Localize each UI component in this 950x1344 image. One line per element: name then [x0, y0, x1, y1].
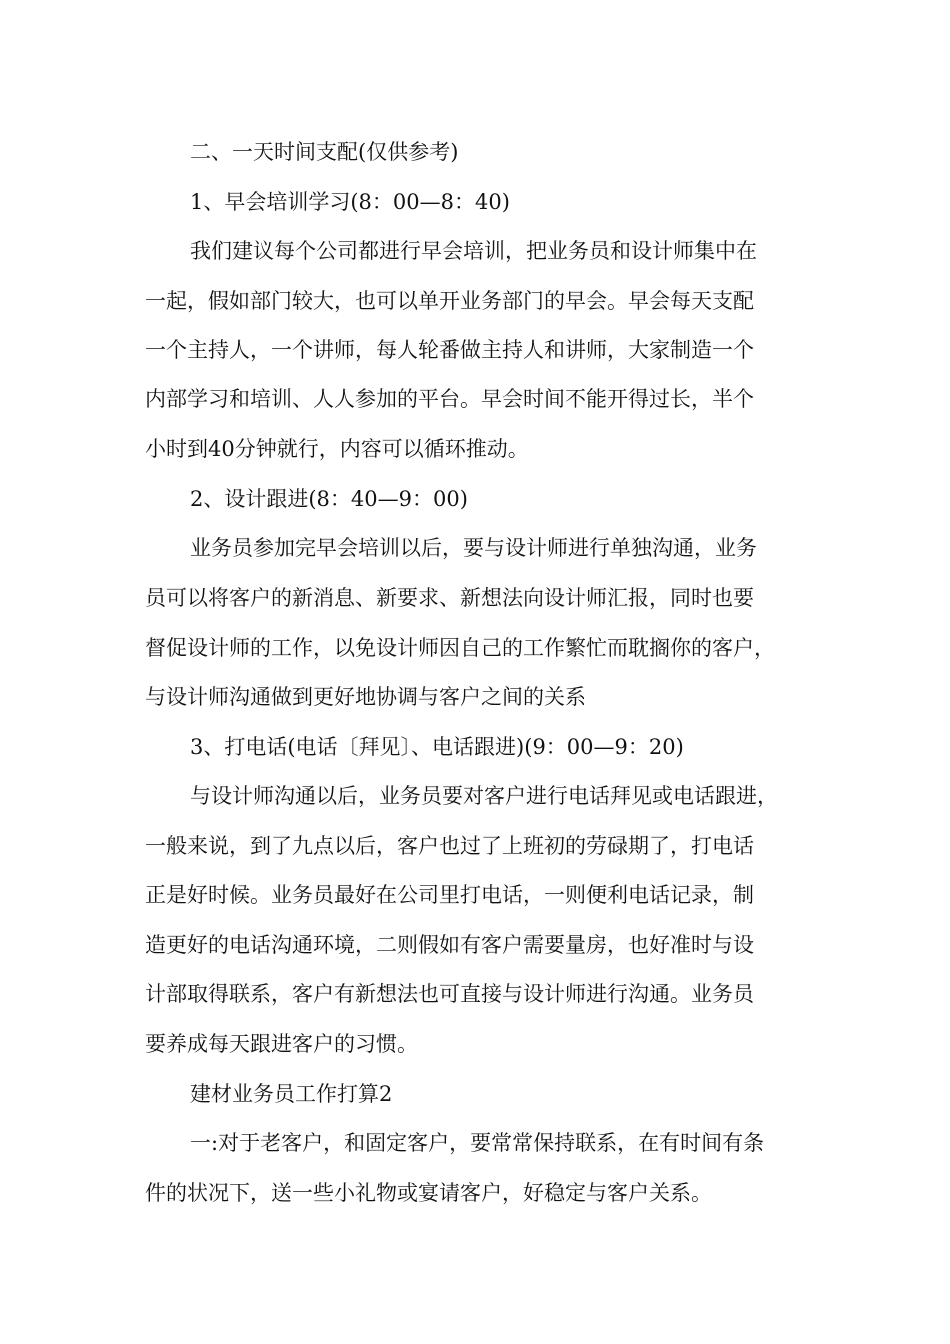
paragraph-line: 与设计师沟通以后，业务员要对客户进行电话拜见或电话跟进，: [190, 784, 778, 808]
paragraph-line: 件的状况下，送一些小礼物或宴请客户，好稳定与客户关系。: [145, 1181, 712, 1205]
paragraph-line: 一:对于老客户，和固定客户，要常常保持联系，在有时间有条: [190, 1131, 765, 1155]
subsection-heading: 1、早会培训学习(8：00—8：40): [190, 190, 510, 214]
paragraph-line: 员可以将客户的新消息、新要求、新想法向设计师汇报，同时也要: [145, 586, 754, 610]
section-title: 建材业务员工作打算2: [190, 1082, 393, 1106]
paragraph-line: 与设计师沟通做到更好地协调与客户之间的关系: [145, 685, 586, 709]
paragraph-line: 计部取得联系，客户有新想法也可直接与设计师进行沟通。业务员: [145, 982, 754, 1006]
paragraph-line: 业务员参加完早会培训以后，要与设计师进行单独沟通，业务: [190, 536, 757, 560]
paragraph-line: 内部学习和培训、人人参加的平台。早会时间不能开得过长，半个: [145, 387, 754, 411]
paragraph-line: 一起，假如部门较大，也可以单开业务部门的早会。早会每天支配: [145, 289, 754, 313]
paragraph-line: 一个主持人，一个讲师，每人轮番做主持人和讲师，大家制造一个: [145, 338, 754, 362]
paragraph-line: 造更好的电话沟通环境，二则假如有客户需要量房，也好准时与设: [145, 933, 754, 957]
paragraph-line: 我们建议每个公司都进行早会培训，把业务员和设计师集中在: [190, 239, 757, 263]
subsection-heading: 3、打电话(电话〔拜见〕、电话跟进)(9：00—9：20): [190, 735, 684, 759]
subsection-heading: 2、设计跟进(8：40—9：00): [190, 487, 468, 511]
paragraph-line: 小时到40分钟就行，内容可以循环推动。: [145, 437, 529, 461]
paragraph-line: 一般来说，到了九点以后，客户也过了上班初的劳碌期了，打电话: [145, 834, 754, 858]
paragraph-line: 要养成每天跟进客户的习惯。: [145, 1032, 418, 1056]
paragraph-line: 督促设计师的工作，以免设计师因自己的工作繁忙而耽搁你的客户，: [145, 636, 775, 660]
section-heading: 二、一天时间支配(仅供参考): [190, 140, 459, 164]
paragraph-line: 正是好时候。业务员最好在公司里打电话，一则便利电话记录，制: [145, 883, 754, 907]
